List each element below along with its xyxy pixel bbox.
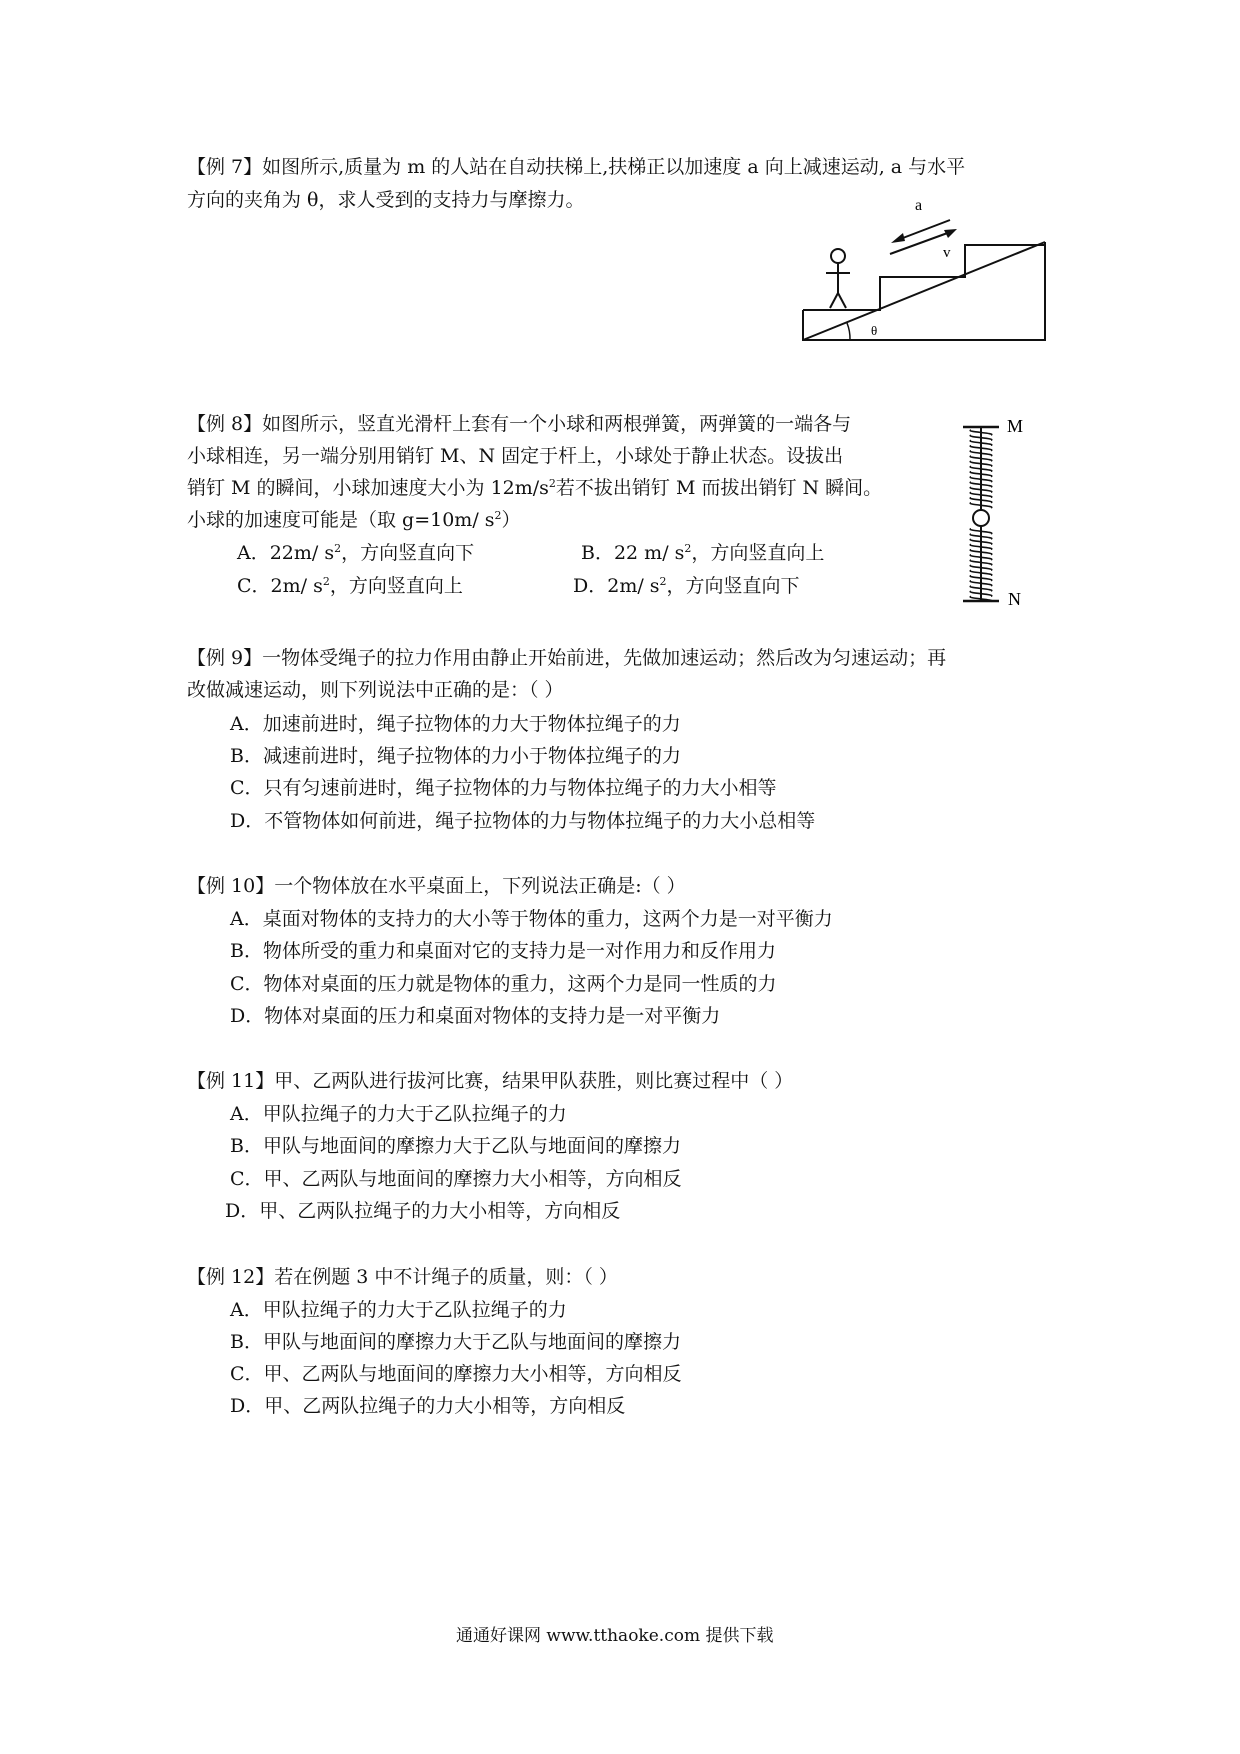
ex8-option-b: B．22 m/ $s^2$，方向竖直向上	[581, 542, 825, 564]
ex11-option-b: B．甲队与地面间的摩擦力大于乙队与地面间的摩擦力	[230, 1135, 681, 1157]
label-n: N	[1008, 589, 1021, 609]
ex8-option-d: D．2m/ $s^2$，方向竖直向下	[573, 575, 800, 597]
ex9-option-d: D．不管物体如何前进，绳子拉物体的力与物体拉绳子的力大小总相等	[230, 810, 816, 832]
label-m: M	[1007, 416, 1024, 436]
spring-rod-figure	[945, 410, 1035, 610]
ex10-option-c: C．物体对桌面的压力就是物体的重力，这两个力是同一性质的力	[230, 973, 777, 995]
escalator-figure	[795, 195, 1055, 355]
ex12-option-d: D．甲、乙两队拉绳子的力大小相等，方向相反	[230, 1395, 626, 1417]
person-figure	[826, 249, 850, 308]
ex11-option-a: A．甲队拉绳子的力大于乙队拉绳子的力	[230, 1103, 567, 1125]
ex12-line1: 【例 12】若在例题 3 中不计绳子的质量，则：（ ）	[187, 1266, 618, 1288]
ex9-line2: 改做减速运动，则下列说法中正确的是：（ ）	[187, 679, 564, 701]
ex8-line2: 小球相连，另一端分别用销钉 M、N 固定于杆上，小球处于静止状态。设拔出	[187, 445, 844, 467]
ex8-line4: 小球的加速度可能是（取 g=10m/ $s^2$）	[187, 509, 521, 531]
ex7-line2: 方向的夹角为 θ，求人受到的支持力与摩擦力。	[187, 189, 585, 211]
ex9-option-a: A．加速前进时，绳子拉物体的力大于物体拉绳子的力	[230, 713, 681, 735]
ex7-line1: 【例 7】如图所示,质量为 m 的人站在自动扶梯上,扶梯正以加速度 a 向上减速运动, a 与水平	[187, 156, 966, 178]
ex12-option-c: C．甲、乙两队与地面间的摩擦力大小相等，方向相反	[230, 1363, 682, 1385]
ex12-option-b: B．甲队与地面间的摩擦力大于乙队与地面间的摩擦力	[230, 1331, 681, 1353]
page-footer: 通通好课网 www.tthaoke.com 提供下载	[456, 1626, 774, 1646]
ex8-option-a: A．22m/ $s^2$，方向竖直向下	[237, 542, 475, 564]
ex10-option-a: A．桌面对物体的支持力的大小等于物体的重力，这两个力是一对平衡力	[230, 908, 833, 930]
ex10-line1: 【例 10】一个物体放在水平桌面上，下列说法正确是:（ ）	[187, 875, 686, 897]
ex10-option-d: D．物体对桌面的压力和桌面对物体的支持力是一对平衡力	[230, 1005, 721, 1027]
ex8-line1: 【例 8】如图所示，竖直光滑杆上套有一个小球和两根弹簧，两弹簧的一端各与	[187, 413, 852, 435]
ex11-option-c: C．甲、乙两队与地面间的摩擦力大小相等，方向相反	[230, 1168, 682, 1190]
ex9-line1: 【例 9】一物体受绳子的拉力作用由静止开始前进，先做加速运动；然后改为匀速运动；再	[187, 647, 947, 669]
ex10-option-b: B．物体所受的重力和桌面对它的支持力是一对作用力和反作用力	[230, 940, 776, 962]
ex9-option-c: C．只有匀速前进时，绳子拉物体的力与物体拉绳子的力大小相等	[230, 777, 777, 799]
theta-label: θ	[871, 323, 878, 338]
label-v: v	[943, 245, 951, 261]
ex12-option-a: A．甲队拉绳子的力大于乙队拉绳子的力	[230, 1299, 567, 1321]
label-a: a	[915, 197, 923, 214]
ex8-option-c: C．2m/ $s^2$，方向竖直向上	[237, 575, 463, 597]
ex9-option-b: B．减速前进时，绳子拉物体的力小于物体拉绳子的力	[230, 745, 681, 767]
ball	[973, 510, 989, 526]
ex8-line3: 销钉 M 的瞬间，小球加速度大小为 $12m/s^2$若不拔出销钉 M 而拔出销钉 N 瞬间。	[187, 477, 883, 499]
ex11-option-d: D．甲、乙两队拉绳子的力大小相等，方向相反	[225, 1200, 621, 1222]
ex11-line1: 【例 11】甲、乙两队进行拔河比赛，结果甲队获胜，则比赛过程中（ ）	[187, 1070, 794, 1092]
